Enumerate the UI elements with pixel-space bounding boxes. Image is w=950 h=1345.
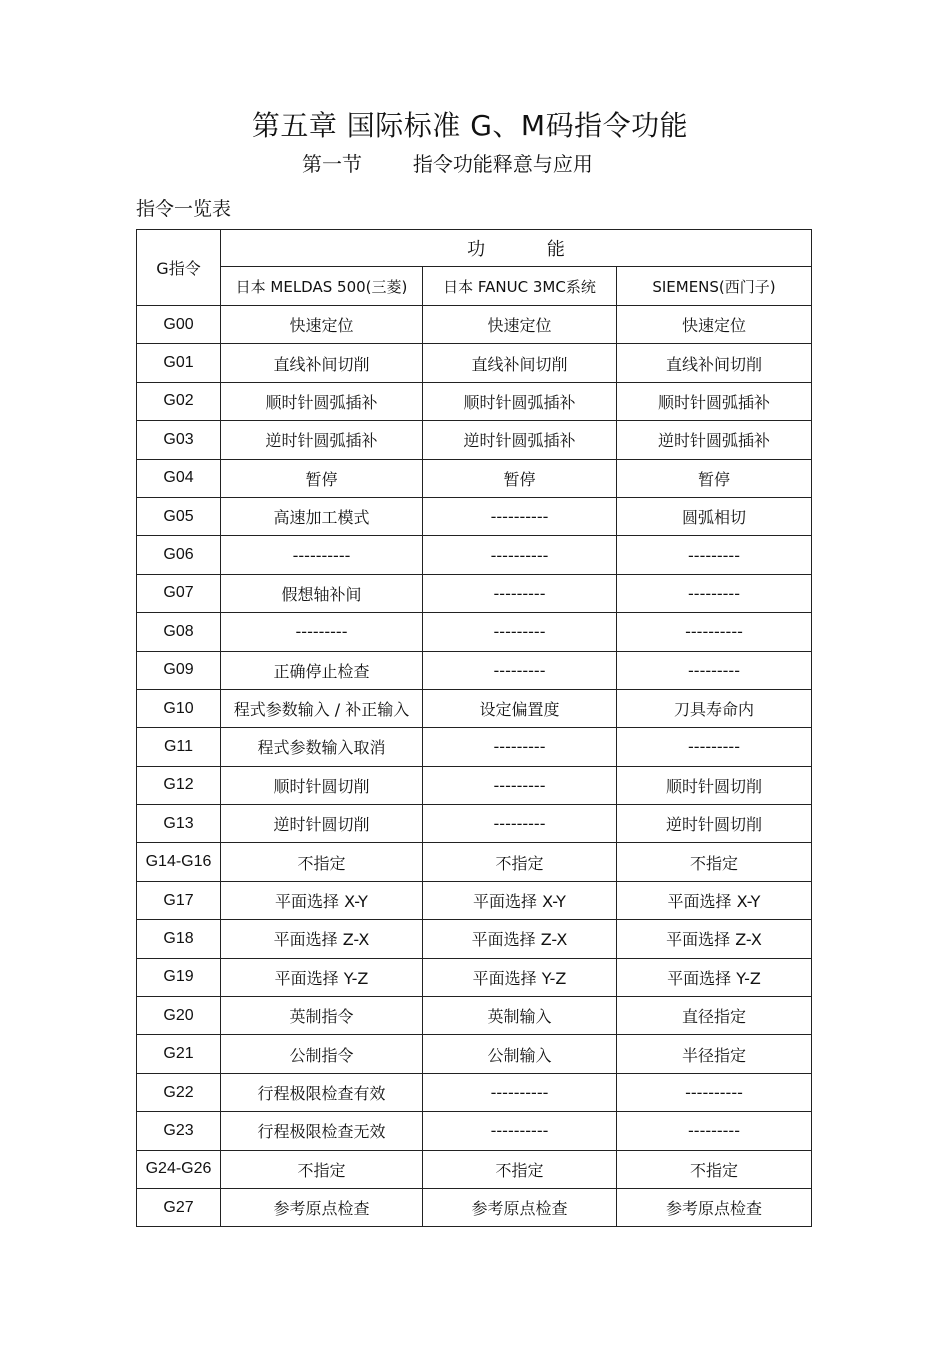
meldas-system-header: 日本 MELDAS 500(三菱) (221, 267, 423, 306)
siemens-function-cell: 平面选择 Y-Z (617, 958, 812, 996)
meldas-function-cell: 平面选择 Y-Z (221, 958, 423, 996)
siemens-function-cell: 暂停 (617, 459, 812, 497)
meldas-function-cell: 高速加工模式 (221, 497, 423, 535)
meldas-function-cell: 公制指令 (221, 1035, 423, 1073)
table-row (137, 958, 812, 996)
siemens-function-cell: 逆时针圆切削 (617, 805, 812, 843)
siemens-function-cell: ---------- (617, 613, 812, 651)
g-code-cell: G17 (137, 881, 221, 919)
g-code-cell: G10 (137, 689, 221, 727)
function-column-header: 功 能 (221, 230, 812, 267)
meldas-function-cell: 平面选择 X-Y (221, 881, 423, 919)
table-row (137, 1073, 812, 1111)
siemens-function-cell: 参考原点检查 (617, 1188, 812, 1226)
fanuc-function-cell: 暂停 (423, 459, 617, 497)
table-row (137, 843, 812, 881)
table-row (137, 651, 812, 689)
g-code-cell: G08 (137, 613, 221, 651)
table-row (137, 728, 812, 766)
g-code-cell: G07 (137, 574, 221, 612)
siemens-function-cell: 平面选择 X-Y (617, 881, 812, 919)
siemens-function-cell: --------- (617, 574, 812, 612)
meldas-function-cell: ---------- (221, 536, 423, 574)
fanuc-function-cell: 直线补间切削 (423, 344, 617, 382)
fanuc-function-cell: ---------- (423, 536, 617, 574)
meldas-function-cell: --------- (221, 613, 423, 651)
fanuc-function-cell: --------- (423, 613, 617, 651)
meldas-function-cell: 逆时针圆切削 (221, 805, 423, 843)
fanuc-function-cell: 公制输入 (423, 1035, 617, 1073)
g-code-cell: G01 (137, 344, 221, 382)
fanuc-function-cell: 逆时针圆弧插补 (423, 421, 617, 459)
table-row (137, 1035, 812, 1073)
table-row (137, 536, 812, 574)
g-code-cell: G23 (137, 1112, 221, 1150)
fanuc-function-cell: 参考原点检查 (423, 1188, 617, 1226)
g-code-cell: G27 (137, 1188, 221, 1226)
fanuc-function-cell: 平面选择 Z-X (423, 920, 617, 958)
meldas-function-cell: 快速定位 (221, 306, 423, 344)
meldas-function-cell: 不指定 (221, 1150, 423, 1188)
siemens-function-cell: 直径指定 (617, 997, 812, 1035)
meldas-function-cell: 直线补间切削 (221, 344, 423, 382)
g-code-cell: G04 (137, 459, 221, 497)
meldas-function-cell: 暂停 (221, 459, 423, 497)
g-code-cell: G14-G16 (137, 843, 221, 881)
siemens-function-cell: 顺时针圆弧插补 (617, 382, 812, 420)
fanuc-function-cell: 顺时针圆弧插补 (423, 382, 617, 420)
meldas-function-cell: 不指定 (221, 843, 423, 881)
table-row (137, 1150, 812, 1188)
table-row (137, 382, 812, 420)
siemens-function-cell: 圆弧相切 (617, 497, 812, 535)
table-row (137, 497, 812, 535)
meldas-function-cell: 平面选择 Z-X (221, 920, 423, 958)
g-code-table (136, 229, 812, 1227)
siemens-function-cell: --------- (617, 651, 812, 689)
meldas-function-cell: 顺时针圆弧插补 (221, 382, 423, 420)
fanuc-function-cell: --------- (423, 766, 617, 804)
meldas-function-cell: 程式参数输入取消 (221, 728, 423, 766)
g-code-cell: G18 (137, 920, 221, 958)
fanuc-system-header: 日本 FANUC 3MC系统 (423, 267, 617, 306)
siemens-function-cell: --------- (617, 1112, 812, 1150)
meldas-function-cell: 参考原点检查 (221, 1188, 423, 1226)
fanuc-function-cell: ---------- (423, 1112, 617, 1150)
fanuc-function-cell: 设定偏置度 (423, 689, 617, 727)
g-code-cell: G13 (137, 805, 221, 843)
meldas-function-cell: 英制指令 (221, 997, 423, 1035)
fanuc-function-cell: 不指定 (423, 1150, 617, 1188)
table-row (137, 1112, 812, 1150)
meldas-function-cell: 正确停止检查 (221, 651, 423, 689)
fanuc-function-cell: --------- (423, 728, 617, 766)
g-code-cell: G21 (137, 1035, 221, 1073)
g-code-cell: G24-G26 (137, 1150, 221, 1188)
fanuc-function-cell: 平面选择 X-Y (423, 881, 617, 919)
meldas-function-cell: 假想轴补间 (221, 574, 423, 612)
g-code-cell: G12 (137, 766, 221, 804)
table-row (137, 881, 812, 919)
table-row (137, 421, 812, 459)
system-header-row (137, 267, 812, 306)
chapter-title: 第五章 国际标准 G、M码指令功能 (251, 109, 689, 142)
table-row (137, 805, 812, 843)
table-row (137, 344, 812, 382)
siemens-function-cell: 平面选择 Z-X (617, 920, 812, 958)
g-code-cell: G06 (137, 536, 221, 574)
g-code-cell: G03 (137, 421, 221, 459)
table-caption: 指令一览表 (136, 198, 232, 220)
g-code-table-body (137, 230, 812, 1227)
meldas-function-cell: 行程极限检查无效 (221, 1112, 423, 1150)
g-code-cell: G02 (137, 382, 221, 420)
fanuc-function-cell: 不指定 (423, 843, 617, 881)
table-row (137, 920, 812, 958)
table-row (137, 613, 812, 651)
fanuc-function-cell: --------- (423, 805, 617, 843)
section-subtitle: 第一节 指令功能释意与应用 (302, 152, 593, 176)
siemens-function-cell: 刀具寿命内 (617, 689, 812, 727)
siemens-function-cell: 逆时针圆弧插补 (617, 421, 812, 459)
g-code-cell: G05 (137, 497, 221, 535)
fanuc-function-cell: --------- (423, 574, 617, 612)
fanuc-function-cell: 平面选择 Y-Z (423, 958, 617, 996)
meldas-function-cell: 顺时针圆切削 (221, 766, 423, 804)
siemens-system-header: SIEMENS(西门子) (617, 267, 812, 306)
siemens-function-cell: 直线补间切削 (617, 344, 812, 382)
fanuc-function-cell: 英制输入 (423, 997, 617, 1035)
table-row (137, 459, 812, 497)
siemens-function-cell: 不指定 (617, 1150, 812, 1188)
table-row (137, 997, 812, 1035)
table-row (137, 766, 812, 804)
meldas-function-cell: 程式参数输入 / 补正输入 (221, 689, 423, 727)
siemens-function-cell: ---------- (617, 1073, 812, 1111)
siemens-function-cell: 顺时针圆切削 (617, 766, 812, 804)
g-code-cell: G00 (137, 306, 221, 344)
meldas-function-cell: 逆时针圆弧插补 (221, 421, 423, 459)
siemens-function-cell: 快速定位 (617, 306, 812, 344)
g-code-cell: G22 (137, 1073, 221, 1111)
fanuc-function-cell: ---------- (423, 1073, 617, 1111)
table-row (137, 689, 812, 727)
siemens-function-cell: 半径指定 (617, 1035, 812, 1073)
g-code-cell: G19 (137, 958, 221, 996)
table-row (137, 306, 812, 344)
g-code-cell: G11 (137, 728, 221, 766)
fanuc-function-cell: --------- (423, 651, 617, 689)
fanuc-function-cell: ---------- (423, 497, 617, 535)
g-code-cell: G20 (137, 997, 221, 1035)
g-code-cell: G09 (137, 651, 221, 689)
g-code-column-header: G指令 (137, 230, 221, 306)
meldas-function-cell: 行程极限检查有效 (221, 1073, 423, 1111)
siemens-function-cell: 不指定 (617, 843, 812, 881)
table-row (137, 574, 812, 612)
fanuc-function-cell: 快速定位 (423, 306, 617, 344)
table-row (137, 1188, 812, 1226)
siemens-function-cell: --------- (617, 728, 812, 766)
siemens-function-cell: --------- (617, 536, 812, 574)
table-header-row (137, 230, 812, 267)
